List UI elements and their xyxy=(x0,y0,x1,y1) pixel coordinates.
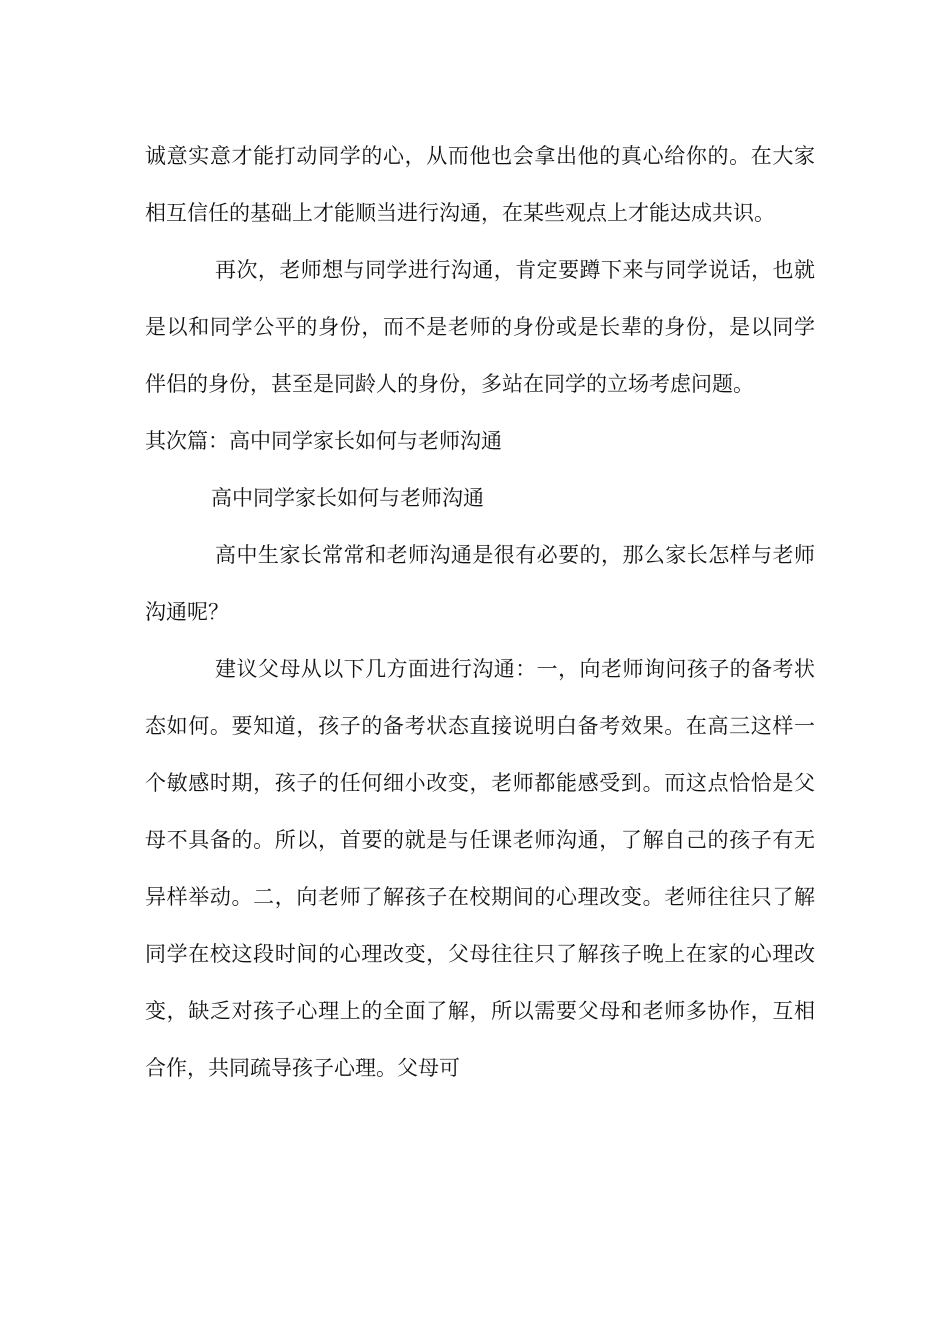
paragraph-2: 再次，老师想与同学进行沟通，肯定要蹲下来与同学说话，也就是以和同学公平的身份，而不是老师的身份或是长辈的身份，是以同学伴侣的身份，甚至是同龄人的身份，多站在同学的立场考虑问题。 xyxy=(145,258,815,396)
section-subtitle: 高中同学家长如何与老师沟通 xyxy=(211,486,484,510)
paragraph-3: 高中生家长常常和老师沟通是很有必要的，那么家长怎样与老师沟通呢？ xyxy=(145,543,815,624)
document-body xyxy=(145,128,815,1097)
paragraph-4: 建议父母从以下几方面进行沟通：一，向老师询问孩子的备考状态如何。要知道，孩子的备考状态直接说明白备考效果。在高三这样一个敏感时期，孩子的任何细小改变，老师都能感受到。而这点恰恰是父母不具备的。所以，首要的就是与任课老师沟通，了解自己的孩子有无异样举动。二，向老师了解孩子在校期间的心理改变。老师往往只了解同学在校这段时间的心理改变，父母往往只了解孩子晚上在家的心理改变，缺乏对孩子心理上的全面了解，所以需要父母和老师多协作，互相合作，共同疏导孩子心理。父母可 xyxy=(145,657,815,1080)
paragraph-1: 诚意实意才能打动同学的心，从而他也会拿出他的真心给你的。在大家相互信任的基础上才能顺当进行沟通，在某些观点上才能达成共识。 xyxy=(145,144,815,225)
section-heading: 其次篇：高中同学家长如何与老师沟通 xyxy=(145,429,502,453)
